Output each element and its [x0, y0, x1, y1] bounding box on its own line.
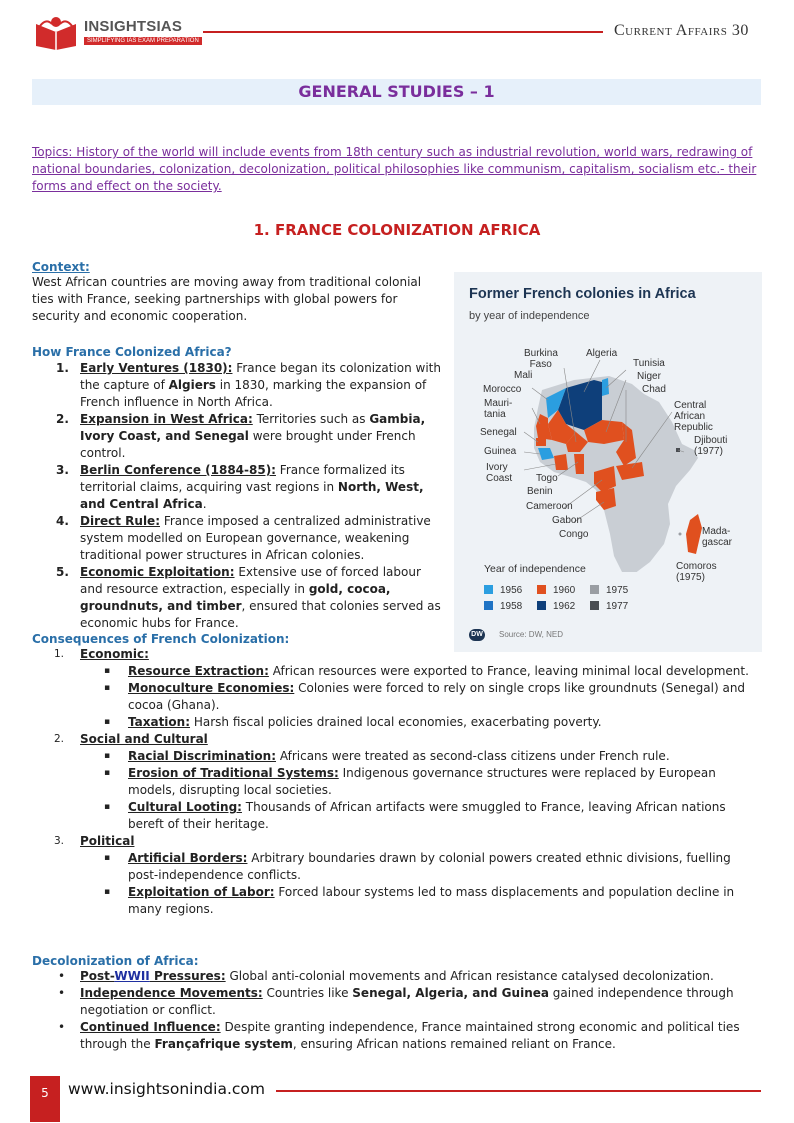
bullet-icon: ▪	[104, 666, 111, 676]
consequence-group-number: 2.	[54, 733, 65, 745]
figure-title: Former French colonies in Africa	[469, 286, 696, 302]
decolonization-item-text: Despite granting independence, France maintained strong economic and political ties through the	[80, 1020, 740, 1051]
bullet-icon: ▪	[104, 751, 111, 761]
label-mauritania: Mauri- tania	[484, 398, 513, 420]
wwii-link[interactable]: WWII	[114, 969, 150, 983]
consequence-group-title: Political	[80, 834, 135, 848]
consequence-item-label: Artificial Borders:	[128, 851, 248, 865]
consequence-group	[32, 646, 762, 663]
legend-swatch-icon	[590, 585, 599, 594]
label-guinea: Guinea	[484, 446, 517, 457]
consequence-item-label: Taxation:	[128, 715, 191, 729]
how-item-text: France imposed a centralized administrative system modelled on European governance, weakening traditional power structures in African colonies.	[80, 514, 431, 562]
bullet-icon: ▪	[104, 683, 111, 693]
context-text: West African countries are moving away from traditional colonial ties with France, seeking partnerships with global powers for security and economic cooperation.	[32, 275, 422, 323]
dw-logo: DW	[469, 629, 485, 641]
consequence-item	[32, 884, 762, 918]
label-benin: Benin	[527, 486, 553, 497]
how-section	[32, 345, 444, 632]
how-item-label: Expansion in West Africa:	[80, 412, 253, 426]
bullet-icon: ▪	[104, 768, 111, 778]
consequence-item	[32, 663, 762, 680]
consequence-item	[32, 680, 762, 714]
consequence-item-text: Africans were treated as second-class citizens under French rule.	[276, 749, 670, 763]
legend-swatch-icon	[484, 601, 493, 610]
consequence-group-title: Economic:	[80, 647, 149, 661]
figure-subtitle: by year of independence	[469, 310, 590, 322]
consequence-group-title: Social and Cultural	[80, 732, 208, 746]
decolonization-item	[32, 968, 762, 985]
label-congo: Congo	[559, 529, 589, 540]
legend-item	[537, 585, 575, 596]
footer-rule	[276, 1090, 761, 1092]
consequence-item-label: Erosion of Traditional Systems:	[128, 766, 339, 780]
label-morocco: Morocco	[483, 384, 522, 395]
how-item-number: 1.	[56, 361, 69, 375]
footer-url[interactable]: www.insightsonindia.com	[68, 1080, 265, 1098]
context-section	[32, 260, 444, 325]
legend-label: 1977	[606, 601, 629, 612]
legend-label: 1960	[553, 585, 576, 596]
decolonization-item	[32, 985, 762, 1019]
context-heading: Context:	[32, 260, 90, 274]
how-item-label: Economic Exploitation:	[80, 565, 235, 579]
how-item-bold: Gambia, Ivory Coast, and Senegal	[80, 412, 426, 443]
how-item	[32, 360, 444, 411]
label-niger: Niger	[637, 371, 661, 382]
consequence-item	[32, 748, 762, 765]
map-figure	[454, 272, 762, 652]
how-item-number: 3.	[56, 463, 69, 477]
madagascar-region	[686, 514, 702, 554]
decolonization-item-text: gained independence through negotiation or conflict.	[80, 986, 734, 1017]
how-item	[32, 411, 444, 462]
legend-label: 1962	[553, 601, 576, 612]
how-item-text: Territories such as	[252, 412, 370, 426]
decolonization-item-text: , ensuring African nations remained reliant on France.	[292, 1037, 616, 1051]
bullet-icon: ▪	[104, 853, 111, 863]
consequence-item-text: Harsh fiscal policies drained local economies, exacerbating poverty.	[190, 715, 602, 729]
how-item-text: Extensive use of forced labour and resource extraction, especially in	[80, 565, 421, 596]
legend-label: 1956	[500, 585, 523, 596]
bullet-icon: ▪	[104, 717, 111, 727]
consequence-item-text: Colonies were forced to rely on single crops like groundnuts (Senegal) and cocoa (Ghana).	[128, 681, 746, 712]
how-item-text: France formalized its territorial claims, acquiring vast regions in	[80, 463, 405, 494]
how-item	[32, 513, 444, 564]
legend-item	[590, 601, 628, 612]
consequences-list	[32, 646, 762, 918]
consequence-item	[32, 799, 762, 833]
decolonization-section	[32, 954, 762, 1053]
consequence-item	[32, 714, 762, 731]
label-madagascar: Mada- gascar	[702, 526, 733, 548]
how-item-bold: gold, cocoa, groundnuts, and timber	[80, 582, 391, 613]
ivory-coast-region	[554, 454, 568, 470]
label-comoros: Comoros (1975)	[676, 561, 717, 583]
tunisia-region	[602, 378, 609, 396]
consequence-item-label: Exploitation of Labor:	[128, 885, 275, 899]
section-band: GENERAL STUDIES – 1	[32, 79, 761, 105]
label-burkina: Burkina Faso	[524, 348, 558, 370]
decolonization-list	[32, 968, 762, 1053]
label-car: Central African Republic	[674, 400, 713, 433]
decolonization-item-label: Pressures:	[149, 969, 226, 983]
how-item-label: Berlin Conference (1884-85):	[80, 463, 276, 477]
legend-swatch-icon	[537, 585, 546, 594]
how-item-number: 5.	[56, 565, 69, 579]
how-item	[32, 462, 444, 513]
legend-label: 1958	[500, 601, 523, 612]
decolonization-item-text: Countries like	[262, 986, 353, 1000]
legend-title: Year of independence	[484, 563, 586, 575]
logo-name: INSIGHTSIAS	[84, 18, 183, 35]
how-item-text: , ensured that colonies served as economic hubs for France.	[80, 599, 441, 630]
how-item-number: 2.	[56, 412, 69, 426]
how-item-text: France began its colonization with the capture of	[80, 361, 441, 392]
page-number: 5	[30, 1076, 60, 1122]
how-item-bold: Algiers	[168, 378, 216, 392]
how-item-label: Early Ventures (1830):	[80, 361, 233, 375]
consequence-group-number: 1.	[54, 648, 65, 660]
label-djibouti: Djibouti (1977)	[694, 435, 728, 457]
logo	[32, 12, 202, 52]
consequence-group	[32, 833, 762, 850]
decolonization-item-bold: Françafrique system	[154, 1037, 293, 1051]
figure-source: Source: DW, NED	[499, 630, 564, 639]
bullet-icon: •	[58, 969, 66, 983]
consequence-item	[32, 850, 762, 884]
consequence-item-label: Racial Discrimination:	[128, 749, 277, 763]
consequence-item-label: Cultural Looting:	[128, 800, 242, 814]
header-rule	[203, 31, 603, 33]
label-chad: Chad	[642, 384, 666, 395]
comoros-region	[679, 533, 682, 536]
decolonization-item-bold: Senegal, Algeria, and Guinea	[352, 986, 549, 1000]
label-cameroon: Cameroon	[526, 501, 573, 512]
article-title: 1. FRANCE COLONIZATION AFRICA	[253, 221, 541, 239]
label-algeria: Algeria	[586, 348, 618, 359]
label-togo: Togo	[536, 473, 558, 484]
consequence-item-text: Forced labour systems led to mass displacements and population decline in many regions.	[128, 885, 735, 916]
how-item-number: 4.	[56, 514, 69, 528]
decolonization-item-text: Global anti-colonial movements and African resistance catalysed decolonization.	[225, 969, 714, 983]
consequence-item-text: African resources were exported to France, leaving minimal local development.	[268, 664, 749, 678]
label-mali: Mali	[514, 370, 533, 381]
bullet-icon: ▪	[104, 802, 111, 812]
legend-swatch-icon	[590, 601, 599, 610]
consequence-group	[32, 731, 762, 748]
label-gabon: Gabon	[552, 515, 583, 526]
how-item-bold: North, West, and Central Africa	[80, 480, 424, 511]
topics-link[interactable]: Topics: History of the world will include events from 18th century such as industrial revolution, world wars, redrawing of national boundaries, colonization, decolonization, political philosophies like communism, capitalism, socialism etc.- their forms and effect on the society.	[32, 145, 757, 193]
legend-label: 1975	[606, 585, 629, 596]
how-item-label: Direct Rule:	[80, 514, 160, 528]
legend-item	[590, 585, 628, 596]
how-item-text: were brought under French control.	[80, 429, 416, 460]
decolonization-item-label: Post-	[80, 969, 115, 983]
decolonization-item-label: Continued Influence:	[80, 1020, 221, 1034]
decolonization-item	[32, 1019, 762, 1053]
label-ivory-coast: Ivory Coast	[486, 462, 513, 484]
consequence-item-label: Resource Extraction:	[128, 664, 269, 678]
consequence-item-text: Indigenous governance structures were replaced by European models, disrupting local societies.	[128, 766, 716, 797]
how-item	[32, 564, 444, 632]
legend-item	[537, 601, 575, 612]
how-item-text: .	[202, 497, 207, 511]
bullet-icon: •	[58, 986, 66, 1000]
legend-item	[484, 585, 522, 596]
consequence-item-text: Thousands of African artifacts were smuggled to France, leaving African nations bereft of their heritage.	[128, 800, 726, 831]
logo-tagline: SIMPLIFYING IAS EXAM PREPARATION	[84, 37, 202, 45]
logo-emblem-icon	[32, 14, 80, 50]
label-tunisia: Tunisia	[633, 358, 665, 369]
decolonization-item-label: Independence Movements:	[80, 986, 263, 1000]
how-item-text: in 1830, marking the expansion of French influence in North Africa.	[80, 378, 427, 409]
bullet-icon: •	[58, 1020, 66, 1034]
consequences-section	[32, 632, 762, 918]
decolonization-heading: Decolonization of Africa:	[32, 954, 199, 968]
header-title: Current Affairs 30	[614, 22, 749, 39]
how-list	[32, 360, 444, 632]
legend-item	[484, 601, 522, 612]
legend-swatch-icon	[484, 585, 493, 594]
legend-swatch-icon	[537, 601, 546, 610]
consequence-item-label: Monoculture Economies:	[128, 681, 295, 695]
consequences-heading: Consequences of French Colonization:	[32, 632, 290, 646]
label-senegal: Senegal	[480, 427, 517, 438]
bullet-icon: ▪	[104, 887, 111, 897]
consequence-item-text: Arbitrary boundaries drawn by colonial powers created ethnic divisions, fuelling post-independence conflicts.	[128, 851, 731, 882]
how-heading: How France Colonized Africa?	[32, 345, 232, 359]
consequence-group-number: 3.	[54, 835, 65, 847]
consequence-item	[32, 765, 762, 799]
